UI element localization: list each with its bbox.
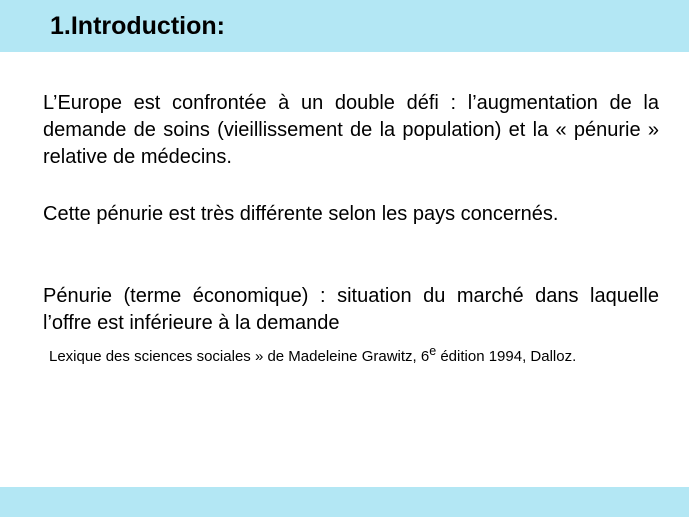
edition-superscript: e <box>429 344 437 358</box>
paragraph-shortage-variation: Cette pénurie est très différente selon les pays concernés. <box>43 203 559 225</box>
footer-band <box>0 487 689 517</box>
slide-title: 1.Introduction: <box>50 12 225 40</box>
citation-edition: édition 1994, Dalloz. <box>436 348 577 365</box>
citation-text: Lexique des sciences sociales » de Madeleine Grawitz, 6 <box>49 348 430 365</box>
paragraph-shortage-definition: Pénurie (terme économique) : situation du marché dans laquelle l’offre est inférieure à la demande <box>43 285 659 334</box>
paragraph-europe-challenge: L’Europe est confrontée à un double défi : l’augmentation de la demande de soins (vieillissement de la population) et la « pénurie » relative de médecins. <box>43 92 659 168</box>
citation <box>49 341 576 367</box>
